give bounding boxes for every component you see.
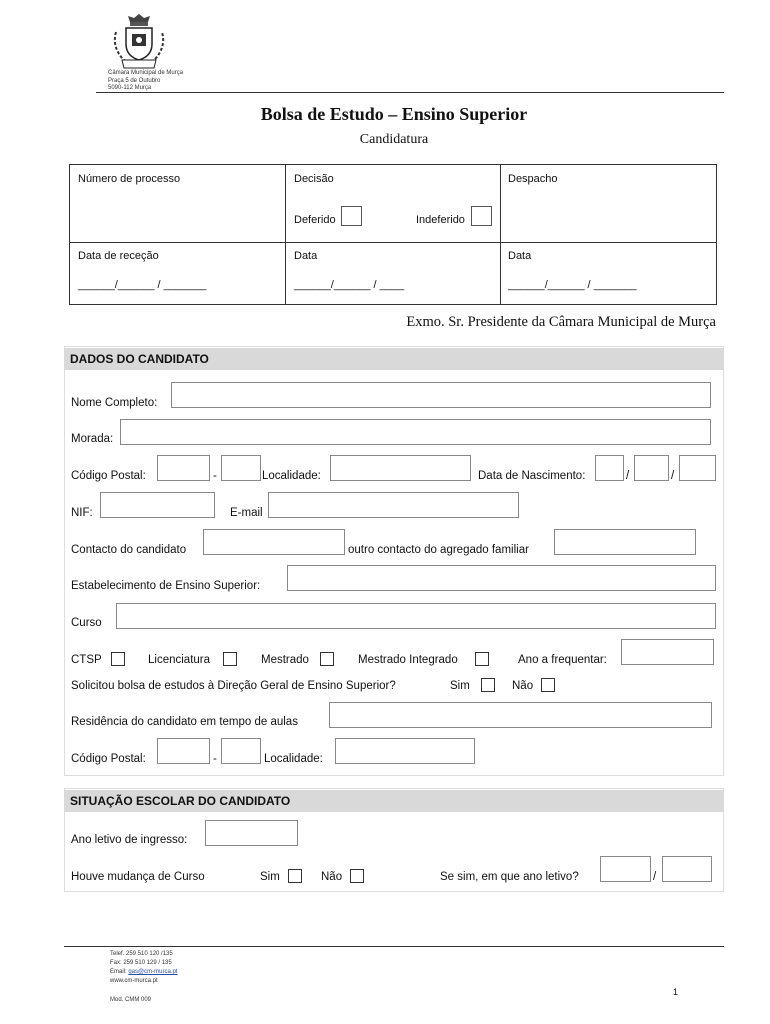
table-divider	[500, 164, 501, 305]
ano-ingresso-label: Ano letivo de ingresso:	[71, 834, 188, 846]
birth-month-input[interactable]	[634, 455, 669, 481]
estabelecimento-input[interactable]	[287, 565, 716, 591]
footer-web[interactable]: www.cm-murca.pt	[110, 978, 158, 984]
mudanca-nao-label: Não	[321, 871, 343, 883]
solicitou-sim-label: Sim	[450, 680, 470, 692]
footer-tel: Telef. 259 510 120 /135	[110, 951, 173, 957]
footer-email	[110, 969, 177, 976]
codigo-postal-2-dash: -	[213, 753, 217, 765]
ano-frequentar-label: Ano a frequentar:	[518, 654, 607, 666]
section-school-header: SITUAÇÃO ESCOLAR DO CANDIDATO	[64, 790, 724, 812]
nome-label: Nome Completo:	[71, 397, 158, 409]
section-candidate-header: DADOS DO CANDIDATO	[64, 348, 724, 370]
codigo-postal-label: Código Postal:	[71, 470, 146, 482]
ano-ingresso-input[interactable]	[205, 820, 298, 846]
estabelecimento-label: Estabelecimento de Ensino Superior:	[71, 580, 261, 592]
solicitou-nao-checkbox[interactable]	[541, 678, 555, 692]
email-input[interactable]	[268, 492, 519, 518]
morada-label: Morada:	[71, 433, 114, 445]
footer-email-link[interactable]: gas@cm-murca.pt	[128, 969, 178, 975]
licenciatura-checkbox[interactable]	[223, 652, 237, 666]
codigo-postal-2-input-2[interactable]	[221, 738, 261, 764]
codigo-postal-2-input-1[interactable]	[157, 738, 210, 764]
nome-input[interactable]	[171, 382, 711, 408]
address-line-2: 5090-112 Murça	[108, 85, 152, 91]
table-divider	[285, 164, 286, 305]
ano-mudanca-input-1[interactable]	[600, 856, 651, 882]
mudanca-nao-checkbox[interactable]	[350, 869, 364, 883]
mudanca-label: Houve mudança de Curso	[71, 871, 205, 883]
footer-mod: Mod. CMM 009	[110, 997, 152, 1003]
ctsp-checkbox[interactable]	[111, 652, 125, 666]
ctsp-label: CTSP	[71, 654, 102, 666]
localidade-2-input[interactable]	[335, 738, 475, 764]
solicitou-sim-checkbox[interactable]	[481, 678, 495, 692]
mudanca-sim-label: Sim	[260, 871, 280, 883]
date-decisao-line[interactable]: ______/______ / ____	[294, 279, 405, 291]
addressee: Exmo. Sr. Presidente da Câmara Municipal de Murça	[406, 314, 716, 330]
indeferido-checkbox[interactable]	[471, 206, 492, 226]
codigo-postal-dash: -	[213, 470, 217, 482]
localidade-2-label: Localidade:	[264, 753, 323, 765]
outro-contacto-label: outro contacto do agregado familiar	[348, 544, 529, 556]
data-label-1: Data	[294, 250, 318, 262]
birth-year-input[interactable]	[679, 455, 716, 481]
ano-frequentar-input[interactable]	[621, 639, 714, 665]
header-rule	[96, 92, 724, 93]
se-sim-label: Se sim, em que ano letivo?	[440, 871, 579, 883]
localidade-label: Localidade:	[262, 470, 321, 482]
date-despacho-line[interactable]: ______/______ / _______	[508, 279, 637, 291]
ano-mudanca-input-2[interactable]	[662, 856, 712, 882]
birth-day-input[interactable]	[595, 455, 624, 481]
codigo-postal-input-2[interactable]	[221, 455, 261, 481]
mudanca-sim-checkbox[interactable]	[288, 869, 302, 883]
address-line-1: Praça 5 de Outubro	[108, 78, 161, 84]
footer-rule	[64, 946, 724, 947]
contacto-input[interactable]	[203, 529, 345, 555]
slash: /	[626, 470, 630, 482]
residencia-input[interactable]	[329, 702, 712, 728]
org-name: Câmara Municipal de Murça	[108, 70, 184, 76]
curso-input[interactable]	[116, 603, 716, 629]
solicitou-label: Solicitou bolsa de estudos à Direção Geral de Ensino Superior?	[71, 680, 396, 692]
data-nascimento-label: Data de Nascimento:	[478, 470, 586, 482]
morada-input[interactable]	[120, 419, 711, 445]
page-number: 1	[673, 987, 679, 997]
page-subtitle: Candidatura	[359, 132, 429, 147]
data-rececao-label: Data de receção	[78, 250, 159, 262]
indeferido-label: Indeferido	[416, 214, 465, 226]
ano-mudanca-slash: /	[653, 871, 657, 883]
localidade-input[interactable]	[330, 455, 471, 481]
curso-label: Curso	[71, 617, 102, 629]
mestrado-checkbox[interactable]	[320, 652, 334, 666]
footer-fax: Fax: 259 510 129 / 135	[110, 960, 172, 966]
page-title: Bolsa de Estudo – Ensino Superior	[260, 104, 528, 124]
numero-processo-label: Número de processo	[78, 173, 181, 185]
mestrado-integrado-label: Mestrado Integrado	[358, 654, 458, 666]
municipal-coat-of-arms-logo	[108, 12, 170, 70]
deferido-label: Deferido	[294, 214, 336, 226]
slash: /	[671, 470, 675, 482]
solicitou-nao-label: Não	[512, 680, 534, 692]
despacho-label: Despacho	[508, 173, 558, 185]
residencia-label: Residência do candidato em tempo de aulas	[71, 716, 298, 728]
nif-input[interactable]	[100, 492, 215, 518]
codigo-postal-input-1[interactable]	[157, 455, 210, 481]
contacto-label: Contacto do candidato	[71, 544, 187, 556]
licenciatura-label: Licenciatura	[148, 654, 211, 666]
date-rececao-line[interactable]: ______/______ / _______	[78, 279, 207, 291]
deferido-checkbox[interactable]	[341, 206, 362, 226]
decisao-label: Decisão	[294, 173, 334, 185]
mestrado-integrado-checkbox[interactable]	[475, 652, 489, 666]
codigo-postal-2-label: Código Postal:	[71, 753, 146, 765]
data-label-2: Data	[508, 250, 532, 262]
table-divider	[69, 242, 717, 243]
nif-label: NIF:	[71, 507, 93, 519]
mestrado-label: Mestrado	[261, 654, 309, 666]
email-label: E-mail	[230, 507, 263, 519]
footer-email-label: Email:	[110, 969, 127, 975]
outro-contacto-input[interactable]	[554, 529, 696, 555]
